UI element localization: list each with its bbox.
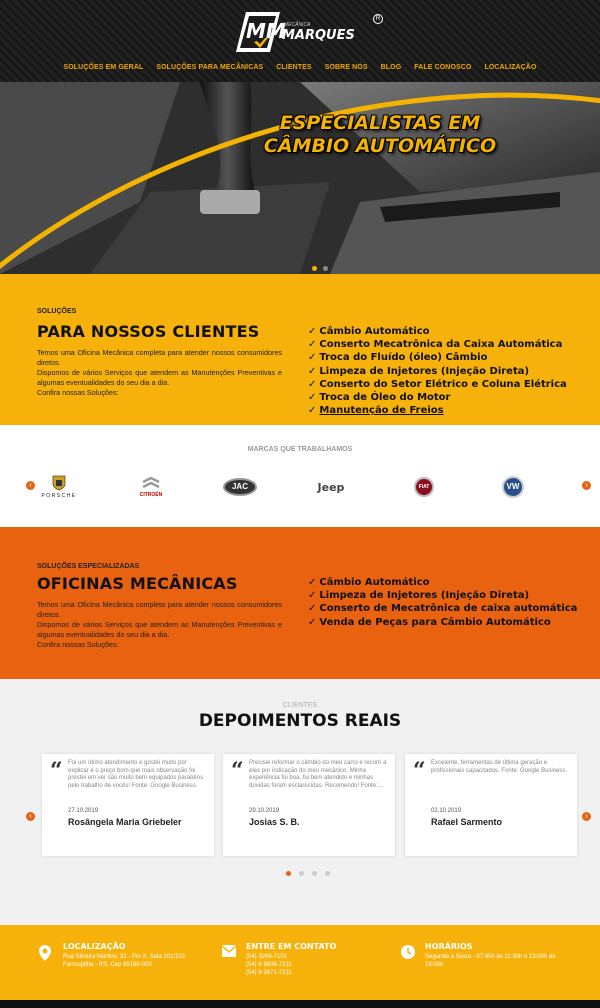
jac-badge-icon — [223, 478, 257, 496]
testimonials-pagination — [286, 871, 330, 876]
nav-solucoes-geral[interactable]: SOLUÇÕES EM GERAL — [63, 64, 144, 71]
check-icon: ✓ — [308, 378, 317, 390]
envelope-icon — [221, 944, 237, 958]
clients-title: PARA NOSSOS CLIENTES — [37, 322, 260, 341]
footer-phone[interactable]: (54) 9 9871-7211 — [246, 970, 292, 976]
check-icon: ✓ — [308, 405, 317, 417]
brand-jac[interactable] — [222, 472, 258, 502]
testimonials-title: DEPOIMENTOS REAIS — [198, 711, 402, 731]
brand-citroen-label: CITROËN — [139, 492, 163, 498]
nav-blog[interactable]: BLOG — [380, 64, 402, 71]
logo-main-text: MARQUES — [282, 28, 355, 43]
check-icon: ✓ — [308, 590, 317, 602]
registered-mark — [373, 14, 383, 24]
testimonial-card — [42, 754, 214, 856]
check-icon: ✓ — [308, 616, 317, 628]
list-item: ✓ Conserto do Setor Elétrico e Coluna Elétrica — [308, 378, 567, 390]
site-header — [0, 0, 600, 82]
testimonial-dot[interactable] — [325, 871, 330, 876]
workshops-description — [37, 600, 282, 650]
brand-citroen[interactable] — [131, 472, 171, 502]
workshops-text3: Confira nossas Soluções: — [37, 640, 119, 649]
hero-banner — [0, 82, 600, 274]
footer-location — [38, 940, 218, 980]
clients-text2: Dispomos de vários Serviços que atendem as Manutenções Preventivas e algumas eventualidades do seu dia a dia. — [37, 368, 282, 387]
hero-title-line2: CÂMBIO AUTOMÁTICO — [263, 135, 497, 157]
hero-title-line1: ESPECIALISTAS EM — [279, 112, 481, 134]
porsche-crest-icon — [52, 475, 66, 491]
hero-title — [245, 112, 515, 158]
brand-jeep-label: Jeep — [317, 480, 345, 494]
brand-vw[interactable] — [501, 472, 525, 502]
check-icon: ✓ — [308, 577, 317, 588]
quote-icon: “ — [413, 758, 426, 784]
testimonial-dot[interactable] — [299, 871, 304, 876]
testimonial-name: Josias S. B. — [249, 817, 300, 827]
footer-hours-line: 18:00h — [425, 962, 444, 968]
citroen-chevrons-icon — [141, 476, 161, 490]
workshops-title: OFICINAS MECÂNICAS — [37, 574, 238, 593]
clients-label: SOLUÇÕES — [37, 308, 77, 315]
fiat-badge-icon — [414, 477, 434, 497]
clients-text1: Temos uma Oficina Mecânica completa para atender nossos consumidores diretos. — [37, 348, 282, 367]
footer-bottom-bar — [0, 1000, 600, 1008]
site-logo[interactable] — [232, 8, 392, 56]
testimonial-text: Excelente, ferramentas de última geração e profissionais capacitados. Fonte: Google Business. — [431, 760, 568, 774]
clients-solutions-list — [308, 325, 567, 417]
nav-solucoes-mecanicas[interactable]: SOLUÇÕES PARA MECÂNICAS — [156, 64, 264, 71]
check-icon: ✓ — [308, 326, 317, 337]
brands-next-arrow-icon[interactable]: › — [582, 481, 591, 490]
workshops-text1: Temos uma Oficina Mecânica completa para atender nossos consumidores diretos. — [37, 600, 282, 619]
list-item: ✓ Conserto Mecatrônica da Caixa Automática — [308, 339, 563, 351]
vw-badge-icon — [502, 476, 524, 498]
quote-icon: “ — [231, 758, 244, 784]
footer-location-title: LOCALIZAÇÃO — [63, 942, 126, 951]
workshops-text2: Dispomos de vários Serviços que atendem as Manutenções Preventivas e algumas eventualidades do seu dia a dia. — [37, 620, 282, 639]
footer-location-line: Rua Silveira Martins, 31 - Pio X, Sala 101/102 — [63, 954, 186, 960]
testimonial-date: 29.10.2019 — [249, 808, 280, 814]
list-item: ✓ Limpeza de Injetores (Injeção Direta) — [308, 365, 530, 377]
testimonials-next-arrow-icon[interactable]: › — [582, 812, 591, 821]
clock-icon — [400, 944, 416, 960]
footer-phone[interactable]: (54) 9 9608-7211 — [246, 962, 292, 968]
testimonial-text: Precisei reformar o câmbio do meu carro e recorri a eles por indicação do meu mecânico. Minha experiência foi boa, fui bem atendido e minhas dúvidas foram esclarecidas. Recomendo! Fonte:... — [249, 760, 387, 789]
brand-fiat-label: FIAT — [418, 484, 430, 490]
clients-text3: Confira nossas Soluções: — [37, 388, 119, 397]
list-item: ✓ Troca do Fluído (óleo) Câmbio — [308, 352, 488, 364]
list-item-link[interactable]: ✓ Manutenção de Freios — [308, 405, 444, 417]
footer-phone[interactable]: (54) 3268-7101 — [246, 954, 288, 960]
hero-dot[interactable] — [312, 266, 317, 271]
check-icon: ✓ — [308, 339, 317, 351]
map-pin-icon — [38, 944, 52, 962]
brands-title: MARCAS QUE TRABALHAMOS — [247, 446, 353, 453]
testimonial-date: 02.10.2019 — [431, 808, 462, 814]
testimonial-card — [223, 754, 395, 856]
check-icon: ✓ — [308, 392, 317, 404]
brand-jac-label: JAC — [231, 482, 248, 491]
testimonials-label: CLIENTES — [282, 702, 318, 709]
clients-description — [37, 348, 282, 398]
registered-text: R — [375, 16, 381, 22]
nav-clientes[interactable]: CLIENTES — [276, 64, 312, 71]
testimonial-name: Rosângela Maria Griebeler — [68, 817, 182, 827]
footer-hours — [400, 940, 580, 980]
nav-fale-conosco[interactable]: FALE CONOSCO — [414, 64, 472, 71]
list-item: ✓ Venda de Peças para Câmbio Automático — [308, 616, 551, 628]
footer-contact-title: ENTRE EM CONTATO — [246, 942, 337, 951]
brand-vw-label: VW — [506, 482, 520, 491]
list-item: ✓ Troca de Óleo do Motor — [308, 392, 451, 404]
testimonial-text: Foi um ótimo atendimento e gostei muito por explicar e o preço bom que mais observação foi prestei em ver são muito bem equipados parabéns pelo trabalho de vocês! Fonte: Google Business. — [68, 760, 204, 789]
check-icon: ✓ — [308, 603, 317, 615]
hero-dot[interactable] — [323, 266, 328, 271]
list-item: ✓ Câmbio Automático — [308, 577, 430, 588]
workshops-solutions-list — [308, 576, 577, 629]
testimonials-prev-arrow-icon[interactable]: ‹ — [26, 812, 35, 821]
workshops-label: SOLUÇÕES ESPECIALIZADAS — [37, 563, 140, 570]
list-item: ✓ Limpeza de Injetores (Injeção Direta) — [308, 590, 530, 602]
logo-small-text: MECÂNICA — [284, 22, 311, 28]
main-nav — [0, 64, 600, 71]
check-icon: ✓ — [308, 365, 317, 377]
brand-jeep[interactable] — [311, 472, 351, 502]
testimonial-dot[interactable] — [312, 871, 317, 876]
testimonial-dot[interactable] — [286, 871, 291, 876]
brands-prev-arrow-icon[interactable]: ‹ — [26, 481, 35, 490]
footer-contact — [221, 940, 371, 988]
footer-hours-title: HORÁRIOS — [425, 942, 473, 951]
list-item: ✓ Conserto de Mecatrônica de caixa automática — [308, 603, 578, 615]
logo-mark: MM — [246, 19, 286, 43]
hero-image — [0, 82, 600, 274]
testimonial-name: Rafael Sarmento — [431, 817, 503, 827]
brand-porsche[interactable] — [36, 472, 82, 502]
brand-porsche-label: PORSCHE — [41, 493, 77, 499]
footer-hours-line: Segunda a Sexta - 07:45h às 11:30h e 13:00h às — [425, 954, 556, 960]
testimonial-card — [405, 754, 577, 856]
list-item: ✓ Câmbio Automático — [308, 326, 430, 337]
testimonial-date: 27.10.2019 — [68, 808, 99, 814]
hero-pagination — [312, 266, 328, 271]
check-icon: ✓ — [308, 352, 317, 364]
quote-icon: “ — [50, 758, 63, 784]
nav-sobre-nos[interactable]: SOBRE NÓS — [324, 64, 368, 71]
nav-localizacao[interactable]: LOCALIZAÇÃO — [484, 64, 537, 71]
brand-fiat[interactable] — [412, 472, 436, 502]
footer-location-line: Farroupilha - RS, Cep 95180-000 — [63, 962, 152, 968]
